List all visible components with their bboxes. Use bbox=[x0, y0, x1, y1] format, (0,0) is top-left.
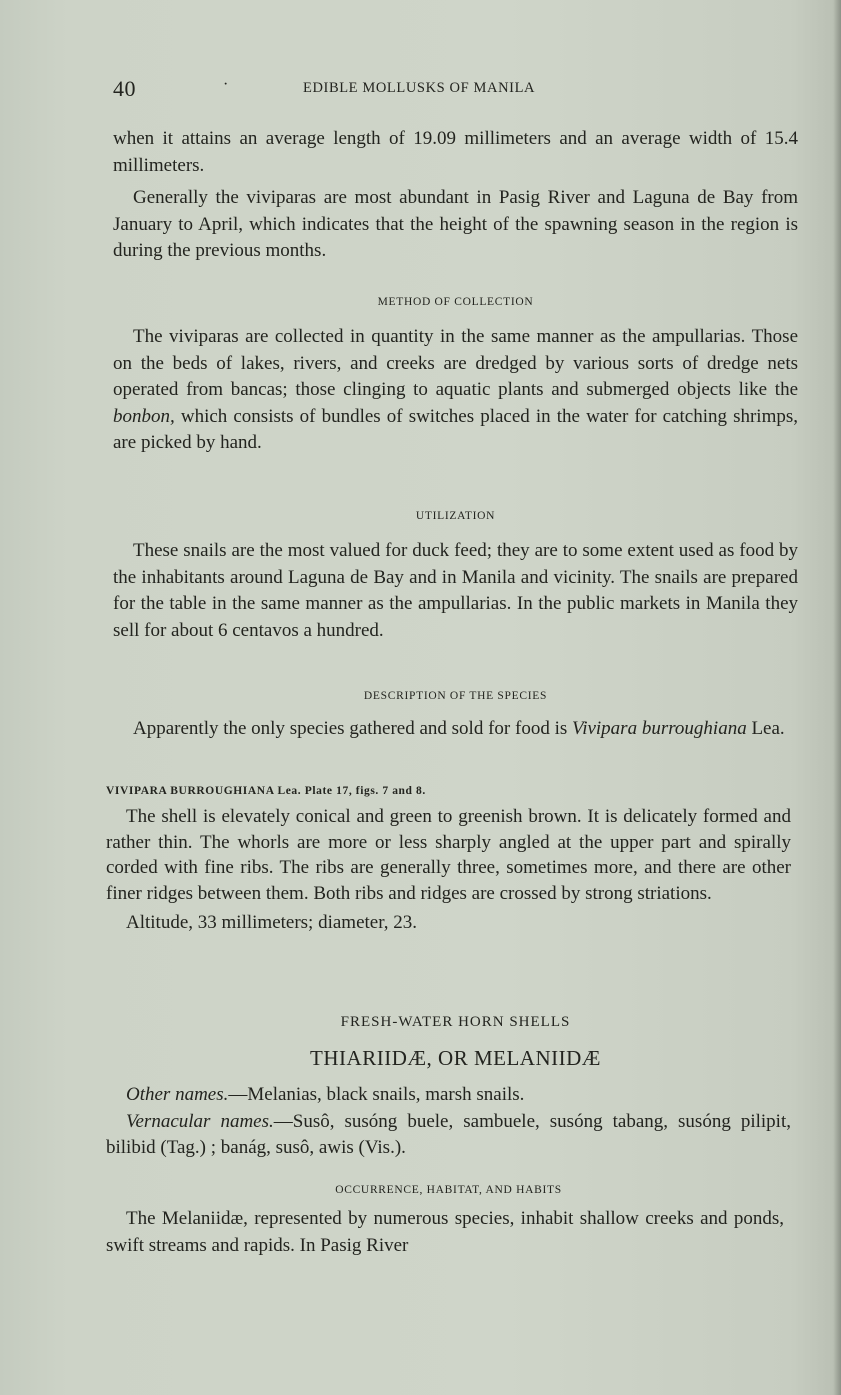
header-dot: · bbox=[223, 76, 229, 93]
page-number: 40 bbox=[113, 76, 136, 101]
method-section bbox=[113, 324, 798, 457]
other-names bbox=[106, 1082, 791, 1109]
method-paragraph bbox=[113, 324, 798, 457]
running-head: EDIBLE MOLLUSKS OF MANILA bbox=[303, 80, 536, 96]
utilization-paragraph: These snails are the most valued for duck feed; they are to some extent used as food by the inhabitants around Laguna de Bay and in Manila and vicinity. The snails are prepared for the table in the same manner as the ampullarias. In the public markets in Manila they sell for about 6 centavos a hundred. bbox=[113, 540, 798, 641]
species-section bbox=[106, 804, 791, 937]
intro-paragraph-2: Generally the viviparas are most abundant in Pasig River and Laguna de Bay from January to April, which indicates that the height of the spawning season in the region is during the previous months. bbox=[113, 187, 798, 261]
other-names-text: —Melanias, black snails, marsh snails. bbox=[228, 1084, 525, 1105]
method-heading: METHOD OF COLLECTION bbox=[377, 296, 534, 308]
horn-shells-heading: FRESH-WATER HORN SHELLS bbox=[340, 1014, 571, 1030]
description-text-start: Apparently the only species gathered and sold for food is bbox=[133, 718, 572, 739]
species-plate-ref: Plate 17, figs. 7 and 8. bbox=[304, 785, 426, 797]
other-names-label: Other names. bbox=[126, 1084, 229, 1105]
description-heading: DESCRIPTION OF THE SPECIES bbox=[363, 690, 548, 702]
intro-section bbox=[113, 126, 798, 265]
occurrence-section bbox=[106, 1206, 784, 1259]
vernacular-names-text: —Susô, susóng buele, sambuele, susóng tabang, susóng pilipit, bilibid (Tag.) ; banág, susô, awis (Vis.). bbox=[106, 1110, 791, 1158]
description-text-end: Lea. bbox=[746, 718, 785, 739]
species-altitude: Altitude, 33 millimeters; diameter, 23. bbox=[126, 912, 418, 933]
species-italic-name: Vivipara burroughiana bbox=[572, 718, 747, 739]
species-name: VIVIPARA BURROUGHIANA Lea. bbox=[106, 785, 302, 797]
intro-paragraph-1: when it attains an average length of 19.09 millimeters and an average width of 15.4 millimeters. bbox=[113, 128, 798, 176]
names-section bbox=[106, 1082, 791, 1162]
vernacular-names bbox=[106, 1109, 791, 1162]
species-heading bbox=[106, 785, 806, 797]
family-heading: THIARIIDÆ, OR MELANIIDÆ bbox=[310, 1046, 601, 1070]
method-italic-term: bonbon, bbox=[113, 405, 175, 427]
page-edge-shadow bbox=[833, 0, 841, 1395]
method-text-end: which consists of bundles of switches placed in the water for catching shrimps, are picked by hand. bbox=[113, 405, 798, 453]
occurrence-heading: OCCURRENCE, HABITAT, AND HABITS bbox=[335, 1184, 562, 1196]
description-section bbox=[113, 716, 798, 743]
vernacular-names-label: Vernacular names. bbox=[126, 1110, 274, 1132]
species-description: The shell is elevately conical and green to greenish brown. It is delicately formed and rather thin. The whorls are more or less sharply angled at the upper part and spirally corded with fine ribs. The ribs are generally three, sometimes more, and there are other finer ridges between them. Both ribs and ridges are crossed by strong striations. bbox=[106, 806, 791, 904]
utilization-section bbox=[113, 538, 798, 644]
description-paragraph bbox=[113, 716, 798, 743]
occurrence-paragraph: The Melaniidæ, represented by numerous species, inhabit shallow creeks and ponds, swift streams and rapids. In Pasig River bbox=[106, 1208, 784, 1256]
method-text-start: The viviparas are collected in quantity in the same manner as the ampullarias. Those on the beds of lakes, rivers, and creeks are dredged by various sorts of dredge nets operated from bancas; those clinging to aquatic plants and submerged objects like the bbox=[113, 326, 798, 400]
page-header bbox=[113, 76, 803, 104]
utilization-heading: UTILIZATION bbox=[415, 510, 496, 522]
